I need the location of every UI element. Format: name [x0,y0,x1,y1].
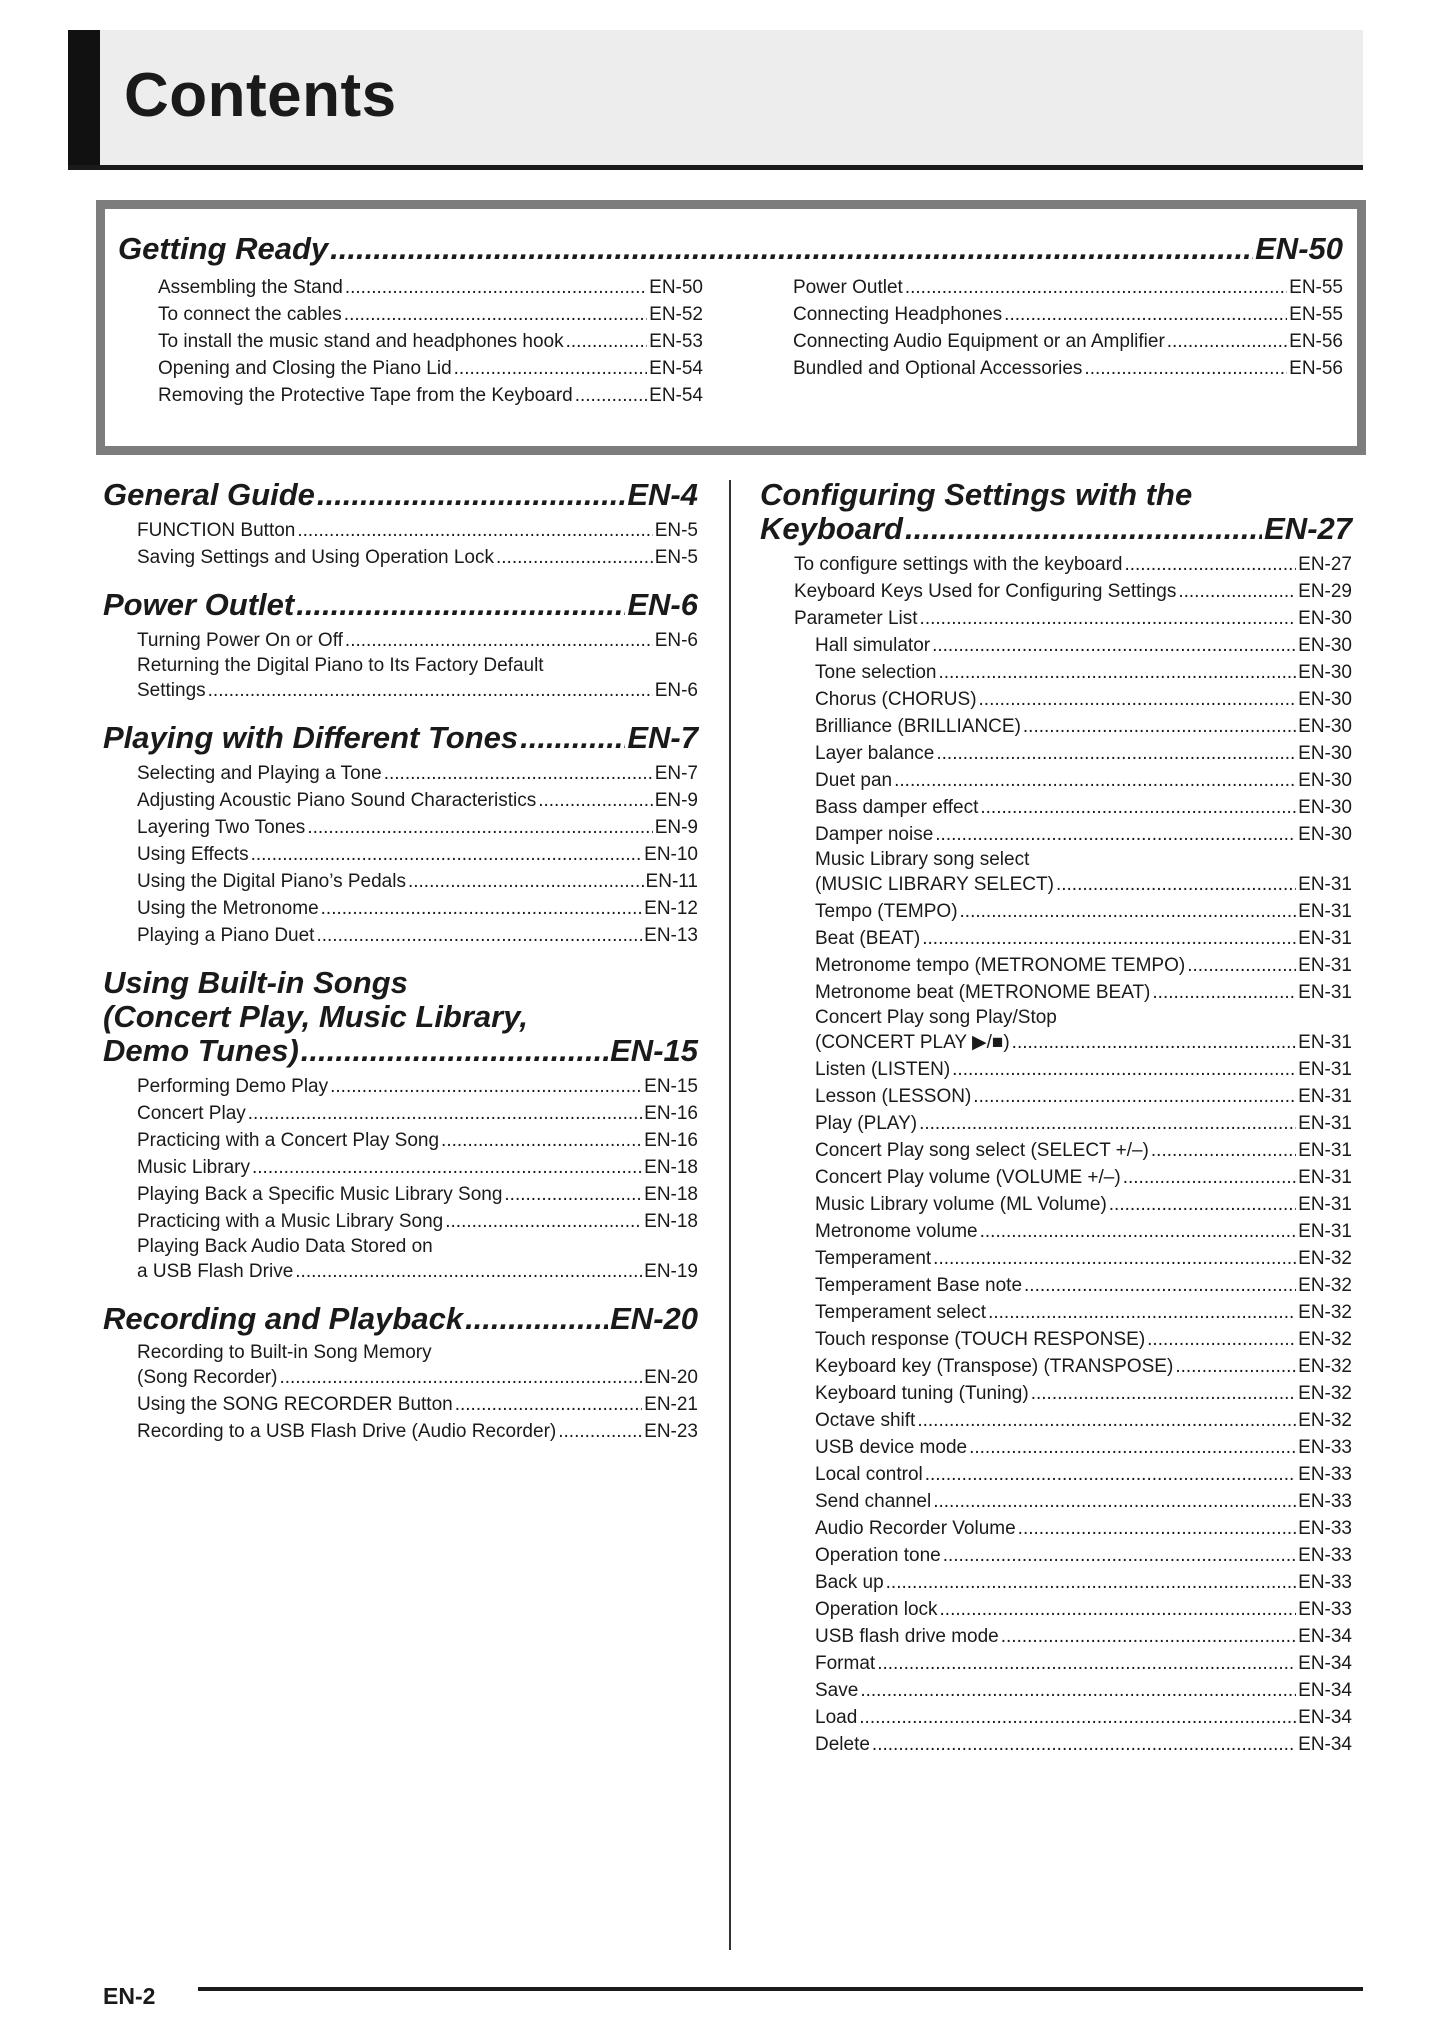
toc-entry[interactable]: Concert Play ..... EN-16 [137,1100,698,1127]
toc-entry[interactable]: Keyboard Keys Used for Configuring Settings ..... EN-29 [794,578,1352,605]
parameter-entry[interactable]: Back up ..... EN-33 [794,1569,1352,1596]
parameter-entry[interactable]: Damper noise ..... EN-30 [794,821,1352,848]
parameter-entry[interactable]: Temperament select ..... EN-32 [794,1299,1352,1326]
toc-entry[interactable]: Layering Two Tones ..... EN-9 [137,814,698,841]
getting-ready-heading[interactable] [118,232,1343,266]
toc-entry-first-line: Returning the Digital Piano to Its Factory Default [137,655,544,676]
parameter-entry[interactable]: Duet pan ..... EN-30 [794,767,1352,794]
section-heading[interactable]: Keyboard ..... EN-27 [760,512,1352,546]
parameter-entry[interactable]: Keyboard key (Transpose) (TRANSPOSE) ..... EN-32 [794,1353,1352,1380]
toc-column-left [103,478,698,1462]
section-heading[interactable]: Power Outlet ..... EN-6 [103,588,698,622]
toc-entry[interactable]: a USB Flash Drive ..... EN-19 [137,1258,698,1285]
toc-entry[interactable]: Bundled and Optional Accessories ..... EN-56 [793,355,1343,382]
toc-entry[interactable]: Playing Back a Specific Music Library Song ..... EN-18 [137,1181,698,1208]
getting-ready-list-left [158,274,703,409]
section-power-outlet [103,588,698,704]
section-heading[interactable]: Recording and Playback ..... EN-20 [103,1302,698,1336]
toc-entry[interactable]: Adjusting Acoustic Piano Sound Characteristics ..... EN-9 [137,787,698,814]
parameter-entry[interactable]: Tone selection ..... EN-30 [794,659,1352,686]
toc-column-right [760,478,1352,1775]
parameter-entry[interactable]: Metronome beat (METRONOME BEAT) ..... EN-31 [794,979,1352,1006]
section-configuring [760,478,1352,1758]
toc-entry[interactable]: Settings ..... EN-6 [137,677,698,704]
parameter-entry[interactable]: Send channel ..... EN-33 [794,1488,1352,1515]
section-built-in-songs [103,966,698,1285]
parameter-entry[interactable]: Octave shift ..... EN-32 [794,1407,1352,1434]
parameter-entry[interactable]: Bass damper effect ..... EN-30 [794,794,1352,821]
leader-dots [330,232,1253,266]
parameter-entry[interactable]: Operation lock ..... EN-33 [794,1596,1352,1623]
toc-entry[interactable]: Saving Settings and Using Operation Lock ..... EN-5 [137,544,698,571]
toc-entry[interactable]: (Song Recorder) ..... EN-20 [137,1364,698,1391]
toc-entry[interactable]: FUNCTION Button ..... EN-5 [137,517,698,544]
parameter-entry[interactable]: Operation tone ..... EN-33 [794,1542,1352,1569]
parameter-entry[interactable]: Keyboard tuning (Tuning) ..... EN-32 [794,1380,1352,1407]
toc-entry-first-line: Playing Back Audio Data Stored on [137,1236,433,1257]
toc-entry[interactable]: Connecting Headphones ..... EN-55 [793,301,1343,328]
parameter-entry[interactable]: Audio Recorder Volume ..... EN-33 [794,1515,1352,1542]
toc-entry[interactable]: Turning Power On or Off ..... EN-6 [137,627,698,654]
section-heading-line: Using Built-in Songs [103,965,408,1000]
toc-entry[interactable]: Using the Digital Piano’s Pedals ..... EN-11 [137,868,698,895]
parameter-entry[interactable]: Lesson (LESSON) ..... EN-31 [794,1083,1352,1110]
parameter-entry[interactable]: Delete ..... EN-34 [794,1731,1352,1758]
toc-entry[interactable]: Using the SONG RECORDER Button ..... EN-21 [137,1391,698,1418]
parameter-entry[interactable]: Hall simulator ..... EN-30 [794,632,1352,659]
toc-entry[interactable]: To connect the cables ..... EN-52 [158,301,703,328]
parameter-entry[interactable]: Save ..... EN-34 [794,1677,1352,1704]
parameter-entry[interactable]: Chorus (CHORUS) ..... EN-30 [794,686,1352,713]
toc-entry[interactable]: Power Outlet ..... EN-55 [793,274,1343,301]
toc-entry[interactable]: Selecting and Playing a Tone ..... EN-7 [137,760,698,787]
toc-entry[interactable]: Practicing with a Music Library Song ..... EN-18 [137,1208,698,1235]
parameter-entry[interactable]: (CONCERT PLAY ▶/■) ..... EN-31 [794,1029,1352,1056]
parameter-entry[interactable]: Touch response (TOUCH RESPONSE) ..... EN-32 [794,1326,1352,1353]
toc-entry[interactable]: Opening and Closing the Piano Lid ..... EN-54 [158,355,703,382]
toc-entry[interactable]: Playing a Piano Duet ..... EN-13 [137,922,698,949]
parameter-entry[interactable]: Beat (BEAT) ..... EN-31 [794,925,1352,952]
section-heading[interactable]: Demo Tunes) ..... EN-15 [103,1034,698,1068]
section-heading-line: (Concert Play, Music Library, [103,999,528,1034]
parameter-entry[interactable]: Temperament ..... EN-32 [794,1245,1352,1272]
toc-entry[interactable]: Recording to a USB Flash Drive (Audio Recorder) ..... EN-23 [137,1418,698,1445]
parameter-entry[interactable]: Metronome volume ..... EN-31 [794,1218,1352,1245]
toc-entry[interactable]: To configure settings with the keyboard ..... EN-27 [794,551,1352,578]
parameter-entry[interactable]: Brilliance (BRILLIANCE) ..... EN-30 [794,713,1352,740]
section-heading-line: Configuring Settings with the [760,477,1193,512]
parameter-entry[interactable]: Listen (LISTEN) ..... EN-31 [794,1056,1352,1083]
parameter-entry[interactable]: USB flash drive mode ..... EN-34 [794,1623,1352,1650]
parameter-entry[interactable]: USB device mode ..... EN-33 [794,1434,1352,1461]
parameter-entry[interactable]: Metronome tempo (METRONOME TEMPO) ..... EN-31 [794,952,1352,979]
heading-title: Getting Ready [118,231,329,266]
parameter-entry[interactable]: Concert Play volume (VOLUME +/–) ..... EN-31 [794,1164,1352,1191]
parameter-entry[interactable]: Music Library volume (ML Volume) ..... EN-31 [794,1191,1352,1218]
getting-ready-list-right [793,274,1343,382]
parameter-entry[interactable]: Local control ..... EN-33 [794,1461,1352,1488]
toc-entry[interactable]: Music Library ..... EN-18 [137,1154,698,1181]
section-recording [103,1302,698,1445]
title-bar [68,30,1363,170]
parameter-entry[interactable]: (MUSIC LIBRARY SELECT) ..... EN-31 [794,871,1352,898]
toc-entry-first-line: Recording to Built-in Song Memory [137,1342,432,1363]
section-playing-tones [103,721,698,949]
footer-rule [198,1987,1363,1991]
parameter-list [794,632,1352,1758]
page-title: Contents [124,61,397,130]
toc-entry[interactable]: Parameter List ..... EN-30 [794,605,1352,632]
page-number: EN-2 [103,1983,156,2009]
section-heading[interactable]: General Guide ..... EN-4 [103,478,698,512]
parameter-entry[interactable]: Tempo (TEMPO) ..... EN-31 [794,898,1352,925]
toc-entry[interactable]: Removing the Protective Tape from the Keyboard ..... EN-54 [158,382,703,409]
parameter-entry[interactable]: Play (PLAY) ..... EN-31 [794,1110,1352,1137]
parameter-entry[interactable]: Concert Play song select (SELECT +/–) ..... EN-31 [794,1137,1352,1164]
toc-entry[interactable]: Assembling the Stand ..... EN-50 [158,274,703,301]
toc-entry-first-line: Concert Play song Play/Stop [815,1007,1057,1028]
toc-entry[interactable]: Using the Metronome ..... EN-12 [137,895,698,922]
section-heading[interactable]: Playing with Different Tones ..... EN-7 [103,721,698,755]
toc-entry[interactable]: Practicing with a Concert Play Song ..... EN-16 [137,1127,698,1154]
toc-entry[interactable]: Using Effects ..... EN-10 [137,841,698,868]
toc-entry[interactable]: To install the music stand and headphones hook ..... EN-53 [158,328,703,355]
parameter-entry[interactable]: Layer balance ..... EN-30 [794,740,1352,767]
toc-entry[interactable]: Performing Demo Play ..... EN-15 [137,1073,698,1100]
section-general-guide [103,478,698,571]
parameter-entry[interactable]: Load ..... EN-34 [794,1704,1352,1731]
title-accent-bar [68,30,100,165]
column-divider [729,480,731,1950]
heading-page: EN-50 [1255,231,1343,266]
parameter-entry[interactable]: Temperament Base note ..... EN-32 [794,1272,1352,1299]
parameter-entry[interactable]: Format ..... EN-34 [794,1650,1352,1677]
toc-entry-first-line: Music Library song select [815,849,1030,870]
toc-entry[interactable]: Connecting Audio Equipment or an Amplifier ..... EN-56 [793,328,1343,355]
